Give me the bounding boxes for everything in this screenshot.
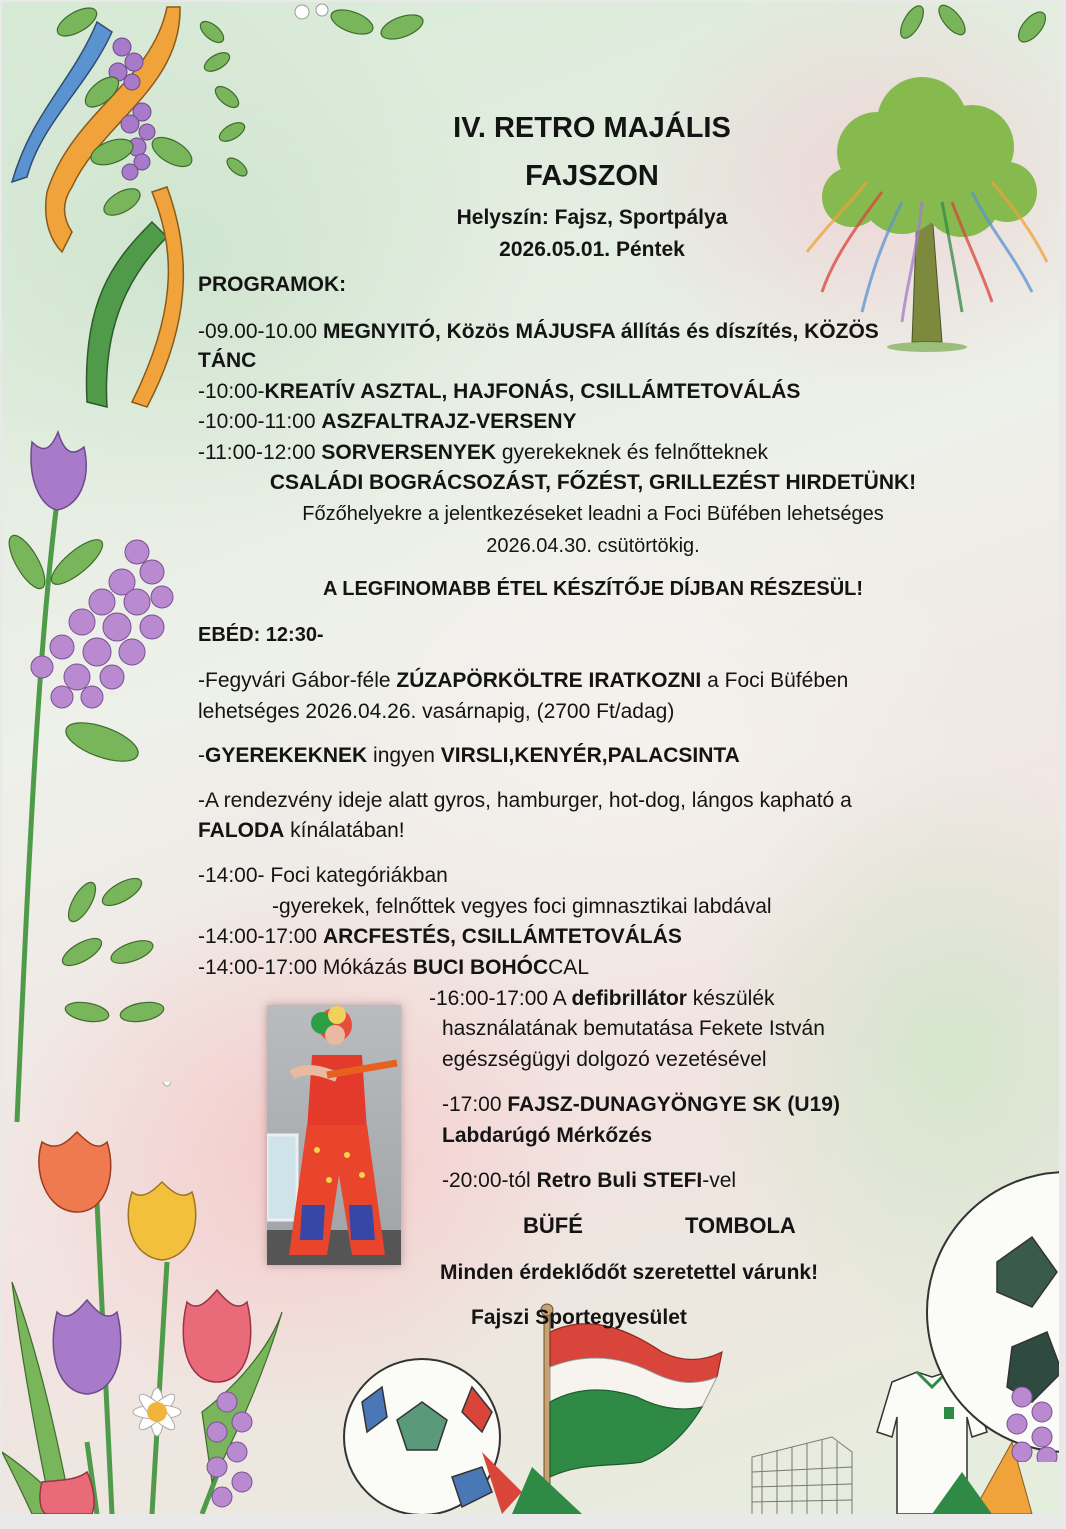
kids-free-food: -GYEREKEKNEK ingyen VIRSLI,KENYÉR,PALACSINTA — [198, 744, 740, 767]
clown-fun: -14:00-17:00 Mókázás BUCI BOHÓCCAL — [198, 956, 589, 979]
football-match-cont: Labdarúgó Mérkőzés — [442, 1124, 653, 1147]
event-date: 2026.05.01. Péntek — [499, 238, 685, 261]
buffet-label: BÜFÉ — [523, 1213, 583, 1238]
defibrillator-demo-line2: használatának bemutatása Fekete István — [442, 1017, 825, 1040]
cooking-deadline: 2026.04.30. csütörtökig. — [486, 535, 700, 557]
stew-signup-cont: lehetséges 2026.04.26. vasárnapig, (2700 Ft/adag) — [198, 700, 675, 723]
clown-photo — [267, 1005, 401, 1265]
retro-party: -20:00-tól Retro Buli STEFI-vel — [442, 1169, 737, 1192]
daisy-icon — [2, 1082, 302, 1514]
raffle-label: TOMBOLA — [685, 1213, 796, 1238]
poster-title: IV. RETRO MAJÁLIS — [453, 112, 731, 144]
football-categories: -14:00- Foci kategóriákban — [198, 864, 448, 887]
soccer-ball-icon — [917, 1162, 1059, 1462]
event-poster — [2, 2, 1059, 1514]
program-item-chalk: -10:00-11:00 ASZFALTRAJZ-VERSENY — [198, 410, 577, 433]
program-item-opening: -09.00-10.00 MEGNYITÓ, Közös MÁJUSFA állítás és díszítés, KÖZÖS — [198, 320, 879, 343]
goal-net-icon — [752, 1437, 852, 1514]
face-painting: -14:00-17:00 ARCFESTÉS, CSILLÁMTETOVÁLÁS — [198, 925, 682, 948]
hungarian-flag-icon — [541, 1304, 722, 1514]
program-item-relay: -11:00-12:00 SORVERSENYEK gyerekeknek és felnőtteknek — [198, 441, 769, 464]
football-mixed: -gyerekek, felnőttek vegyes foci gimnasztikai labdával — [272, 895, 772, 918]
welcome-message: Minden érdeklődőt szeretettel várunk! — [440, 1261, 819, 1284]
football-match: -17:00 FAJSZ-DUNAGYÖNGYE SK (U19) — [442, 1093, 840, 1116]
stew-signup: -Fegyvári Gábor-féle ZÚZAPÖRKÖLTRE IRATKOZNI a Foci Büfében — [198, 669, 849, 692]
programs-heading: PROGRAMOK: — [198, 273, 347, 296]
cooking-headline: CSALÁDI BOGRÁCSOZÁST, FŐZÉST, GRILLEZÉST HIRDETÜNK! — [269, 471, 917, 494]
organizer: Fajszi Sportegyesület — [471, 1306, 687, 1329]
program-item-opening-cont: TÁNC — [198, 349, 257, 372]
venue: Helyszín: Fajsz, Sportpálya — [456, 206, 728, 229]
prize-announcement: A LEGFINOMABB ÉTEL KÉSZÍTŐJE DÍJBAN RÉSZESÜL! — [322, 578, 864, 600]
lunch-time: EBÉD: 12:30- — [198, 624, 324, 646]
defibrillator-demo-line3: egészségügyi dolgozó vezetésével — [442, 1048, 767, 1071]
faloda-food: -A rendezvény ideje alatt gyros, hamburger, hot-dog, lángos kapható a — [198, 789, 852, 812]
faloda-food-cont: FALODA kínálatában! — [198, 819, 405, 842]
soccer-ball-icon — [344, 1359, 500, 1514]
ribbon-garland-icon — [2, 2, 262, 442]
cooking-note: Főzőhelyekre a jelentkezéseket leadni a Foci Büfében lehetséges — [302, 503, 884, 525]
defibrillator-demo: -16:00-17:00 A defibrillátor készülék — [429, 987, 775, 1010]
tulip-icon — [2, 422, 232, 1122]
program-item-creative: -10:00-KREATÍV ASZTAL, HAJFONÁS, CSILLÁMTETOVÁLÁS — [198, 380, 801, 403]
poster-title-line2: FAJSZON — [525, 160, 659, 192]
